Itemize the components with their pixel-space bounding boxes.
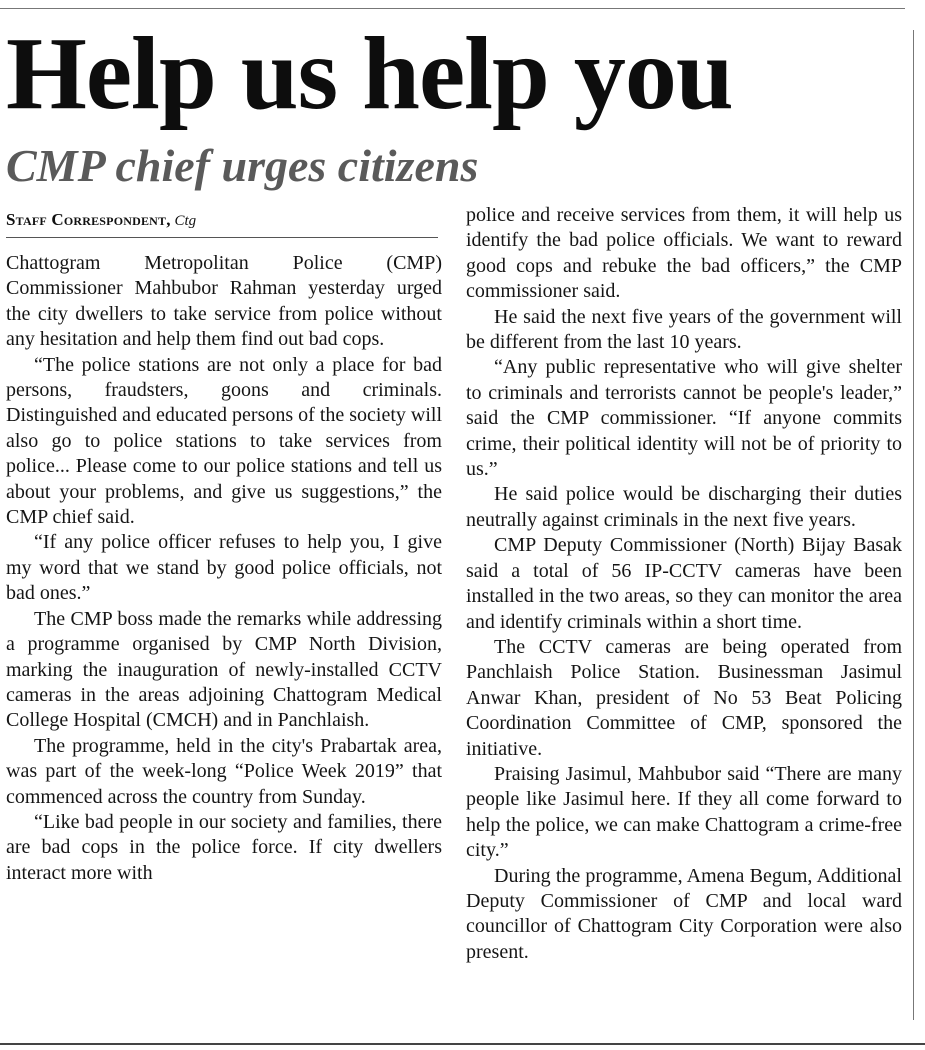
headline: Help us help you [6, 16, 733, 131]
byline-author: Staff Correspondent, [6, 210, 171, 229]
right-column-divider [913, 30, 914, 1020]
paragraph: The CMP boss made the remarks while addressing a programme organised by CMP North Division, marking the inauguration of newly-installed CCTV cameras in the areas adjoining Chattogram Medical College Hospital (CMCH) and in Panchlaish. [6, 607, 442, 732]
subheadline: CMP chief urges citizens [6, 140, 479, 191]
top-divider [0, 8, 905, 9]
paragraph: “If any police officer refuses to help you, I give my word that we stand by good police officials, not bad ones.” [6, 531, 442, 605]
paragraph: “Like bad people in our society and families, there are bad cops in the police force. If city dwellers interact more with [6, 810, 442, 884]
byline-location: Ctg [174, 213, 197, 229]
paragraph: He said police would be discharging their duties neutrally against criminals in the next five years. [466, 483, 902, 531]
paragraph: The programme, held in the city's Prabartak area, was part of the week-long “Police Week 2019” that commenced across the country from Sunday. [6, 734, 442, 808]
paragraph: police and receive services from them, it will help us identify the bad police officials. We want to reward good cops and rebuke the bad officers,” the CMP commissioner said. [466, 204, 902, 303]
paragraph: Chattogram Metropolitan Police (CMP) Commissioner Mahbubor Rahman yesterday urged the city dwellers to take service from police without any hesitation and help them find out bad cops. [6, 252, 442, 351]
paragraph: “Any public representative who will give shelter to criminals and terrorists cannot be people's leader,” said the CMP commissioner. “If anyone commits crime, their political identity will not be of priority to us.” [466, 356, 902, 481]
paragraph: “The police stations are not only a place for bad persons, fraudsters, goons and criminals. Distinguished and educated persons of the society will also go to police stations to take services from police... Please come to our police stations and tell us about your problems, and give us suggestions,” the CMP chief said. [6, 353, 443, 529]
paragraph: He said the next five years of the government will be different from the last 10 years. [466, 305, 902, 354]
paragraph: The CCTV cameras are being operated from Panchlaish Police Station. Businessman Jasimul Anwar Khan, president of No 53 Beat Policing Coordination Committee of CMP, sponsored the initiative. [466, 635, 902, 760]
article-column-2 [466, 203, 902, 965]
paragraph: CMP Deputy Commissioner (North) Bijay Basak said a total of 56 IP-CCTV cameras have been installed in the two areas, so they can monitor the area and identify criminals within a short time. [466, 534, 902, 633]
bottom-divider [0, 1043, 925, 1045]
paragraph: Praising Jasimul, Mahbubor said “There are many people like Jasimul here. If they all come forward to help the police, we can make Chattogram a crime-free city.” [466, 762, 902, 862]
article-column-1 [6, 251, 442, 886]
paragraph: During the programme, Amena Begum, Additional Deputy Commissioner of CMP and local ward councillor of Chattogram City Corporation were also present. [466, 864, 902, 963]
byline [6, 207, 438, 238]
